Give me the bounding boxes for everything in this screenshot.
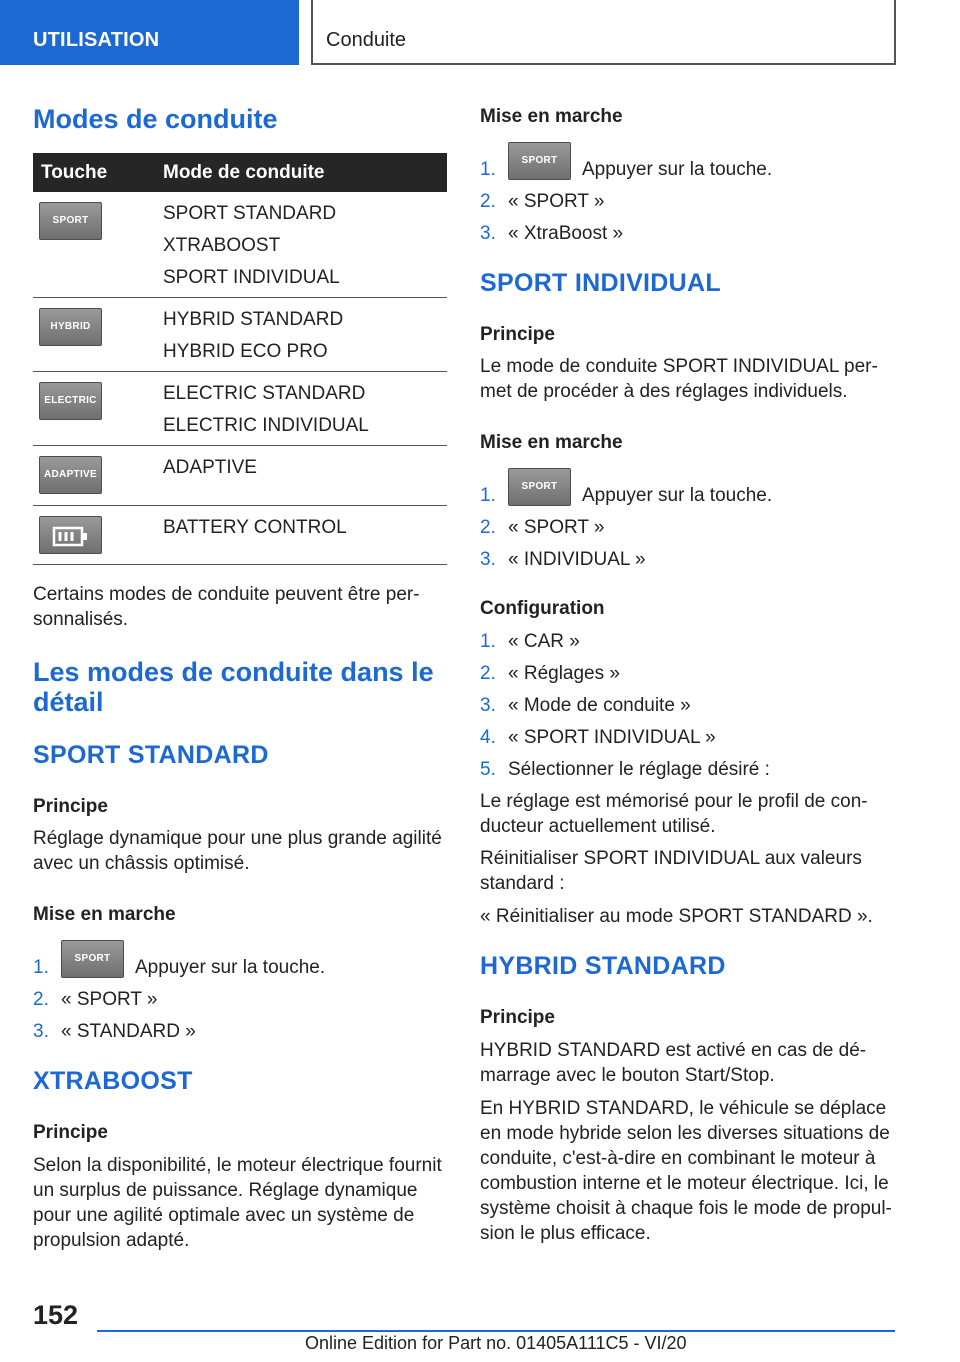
paragraph-line: Le mode de conduite SPORT INDIVIDUAL per- — [480, 356, 878, 377]
mode-label: BATTERY CONTROL — [163, 517, 347, 538]
section-heading-hybrid-standard: HYBRID STANDARD — [480, 952, 726, 980]
step-number: 3. — [480, 549, 496, 570]
page-number: 152 — [33, 1300, 79, 1330]
step-number: 1. — [480, 159, 496, 180]
step-number: 2. — [480, 191, 496, 212]
list-item — [33, 955, 447, 981]
subheading-principle: Principe — [480, 324, 555, 345]
list-item — [480, 629, 898, 655]
paragraph-line: Le réglage est mémorisé pour le profil de con- — [480, 791, 868, 812]
step-text: Sélectionner le réglage désiré : — [508, 759, 770, 780]
list-item — [480, 483, 898, 509]
subheading-principle: Principe — [33, 796, 108, 817]
step-text: Appuyer sur la touche. — [582, 159, 773, 180]
step-text: « STANDARD » — [61, 1021, 196, 1042]
paragraph-line: un surplus de puissance. Réglage dynamique — [33, 1180, 418, 1201]
mode-label: ADAPTIVE — [163, 457, 257, 478]
chapter-tab — [311, 0, 896, 65]
mode-label: XTRABOOST — [163, 235, 281, 256]
sport-button-icon: SPORT — [508, 468, 571, 506]
intro-line: sonnalisés. — [33, 609, 129, 630]
list-item — [480, 515, 898, 541]
list-item — [33, 1019, 447, 1045]
paragraph-line: standard : — [480, 873, 565, 894]
section-heading-sport-standard: SPORT STANDARD — [33, 741, 269, 769]
step-text: « Réglages » — [508, 663, 620, 684]
step-text: « XtraBoost » — [508, 223, 624, 244]
mode-label: SPORT STANDARD — [163, 203, 337, 224]
section-heading-xtraboost: XTRABOOST — [33, 1067, 193, 1095]
adaptive-button-icon: ADAPTIVE — [39, 456, 102, 494]
paragraph-line: ducteur actuellement utilisé. — [480, 816, 716, 837]
paragraph-line: sion le plus efficace. — [480, 1223, 651, 1244]
paragraph-line: conduite, c'est-à-dire en combinant le moteur à — [480, 1148, 876, 1169]
list-item — [480, 725, 898, 751]
table-row — [33, 192, 447, 298]
paragraph-line: en mode hybride selon les diverses situations de — [480, 1123, 890, 1144]
step-text: « SPORT » — [508, 191, 605, 212]
step-number: 1. — [480, 631, 496, 652]
edition-note: Online Edition for Part no. 01405A111C5 - VI/20 — [305, 1333, 687, 1353]
driving-modes-table — [33, 153, 447, 565]
list-item — [480, 757, 898, 783]
mode-label: ELECTRIC STANDARD — [163, 383, 366, 404]
paragraph-line: Selon la disponibilité, le moteur électrique fournit — [33, 1155, 442, 1176]
list-item — [480, 661, 898, 687]
step-text: « SPORT » — [61, 989, 158, 1010]
paragraph-line: « Réinitialiser au mode SPORT STANDARD ». — [480, 906, 873, 927]
step-number: 1. — [480, 485, 496, 506]
step-number: 3. — [480, 223, 496, 244]
paragraph-line: propulsion adapté. — [33, 1230, 190, 1251]
list-item — [480, 157, 898, 183]
mode-label: HYBRID STANDARD — [163, 309, 344, 330]
paragraph-line: Réglage dynamique pour une plus grande agilité — [33, 828, 442, 849]
subheading-activation: Mise en marche — [480, 106, 623, 127]
sport-button-icon: SPORT — [61, 940, 124, 978]
detail-title-line: Les modes de conduite dans le — [33, 657, 434, 687]
table-row — [33, 298, 447, 372]
sport-button-icon: SPORT — [508, 142, 571, 180]
battery-control-button-icon — [39, 516, 102, 554]
paragraph-line: En HYBRID STANDARD, le véhicule se déplace — [480, 1098, 887, 1119]
mode-label: SPORT INDIVIDUAL — [163, 267, 340, 288]
list-item — [480, 189, 898, 215]
page-title: Modes de conduite — [33, 104, 278, 134]
detail-title-line: détail — [33, 687, 104, 717]
paragraph-line: avec un châssis optimisé. — [33, 853, 250, 874]
intro-line: Certains modes de conduite peuvent être per- — [33, 584, 420, 605]
step-number: 3. — [33, 1021, 49, 1042]
step-number: 2. — [480, 517, 496, 538]
subheading-principle: Principe — [480, 1007, 555, 1028]
table-header-mode: Mode de conduite — [153, 153, 447, 192]
section-title: UTILISATION — [33, 29, 160, 51]
chapter-title: Conduite — [326, 29, 407, 51]
paragraph-line: système choisit à chaque fois le mode de propul- — [480, 1198, 892, 1219]
sport-button-icon: SPORT — [39, 202, 102, 240]
section-heading-sport-individual: SPORT INDIVIDUAL — [480, 269, 721, 297]
step-text: Appuyer sur la touche. — [582, 485, 773, 506]
paragraph-line: marrage avec le bouton Start/Stop. — [480, 1065, 775, 1086]
mode-label: HYBRID ECO PRO — [163, 341, 328, 362]
step-text: « CAR » — [508, 631, 580, 652]
step-number: 3. — [480, 695, 496, 716]
list-item — [480, 221, 898, 247]
step-number: 2. — [33, 989, 49, 1010]
footer-divider — [97, 1330, 895, 1332]
table-row — [33, 506, 447, 565]
paragraph-line: Réinitialiser SPORT INDIVIDUAL aux valeurs — [480, 848, 862, 869]
step-number: 1. — [33, 957, 49, 978]
step-number: 4. — [480, 727, 496, 748]
step-text: « SPORT » — [508, 517, 605, 538]
paragraph-line: pour une agilité optimale avec un système de — [33, 1205, 415, 1226]
table-header-key: Touche — [33, 153, 153, 192]
table-row — [33, 372, 447, 446]
list-item — [480, 547, 898, 573]
step-number: 2. — [480, 663, 496, 684]
list-item — [33, 987, 447, 1013]
section-tab — [0, 0, 299, 65]
mode-label: ELECTRIC INDIVIDUAL — [163, 415, 369, 436]
table-row — [33, 446, 447, 506]
step-text: Appuyer sur la touche. — [135, 957, 326, 978]
subheading-activation: Mise en marche — [480, 432, 623, 453]
step-number: 5. — [480, 759, 496, 780]
list-item — [480, 693, 898, 719]
step-text: « INDIVIDUAL » — [508, 549, 646, 570]
paragraph-line: met de procéder à des réglages individuels. — [480, 381, 848, 402]
paragraph-line: HYBRID STANDARD est activé en cas de dé- — [480, 1040, 867, 1061]
paragraph-line: combustion interne et le moteur électrique. Ici, le — [480, 1173, 889, 1194]
subheading-activation: Mise en marche — [33, 904, 176, 925]
subheading-configuration: Configuration — [480, 598, 605, 619]
step-text: « Mode de conduite » — [508, 695, 691, 716]
step-text: « SPORT INDIVIDUAL » — [508, 727, 716, 748]
electric-button-icon: ELECTRIC — [39, 382, 102, 420]
subheading-principle: Principe — [33, 1122, 108, 1143]
hybrid-button-icon: HYBRID — [39, 308, 102, 346]
